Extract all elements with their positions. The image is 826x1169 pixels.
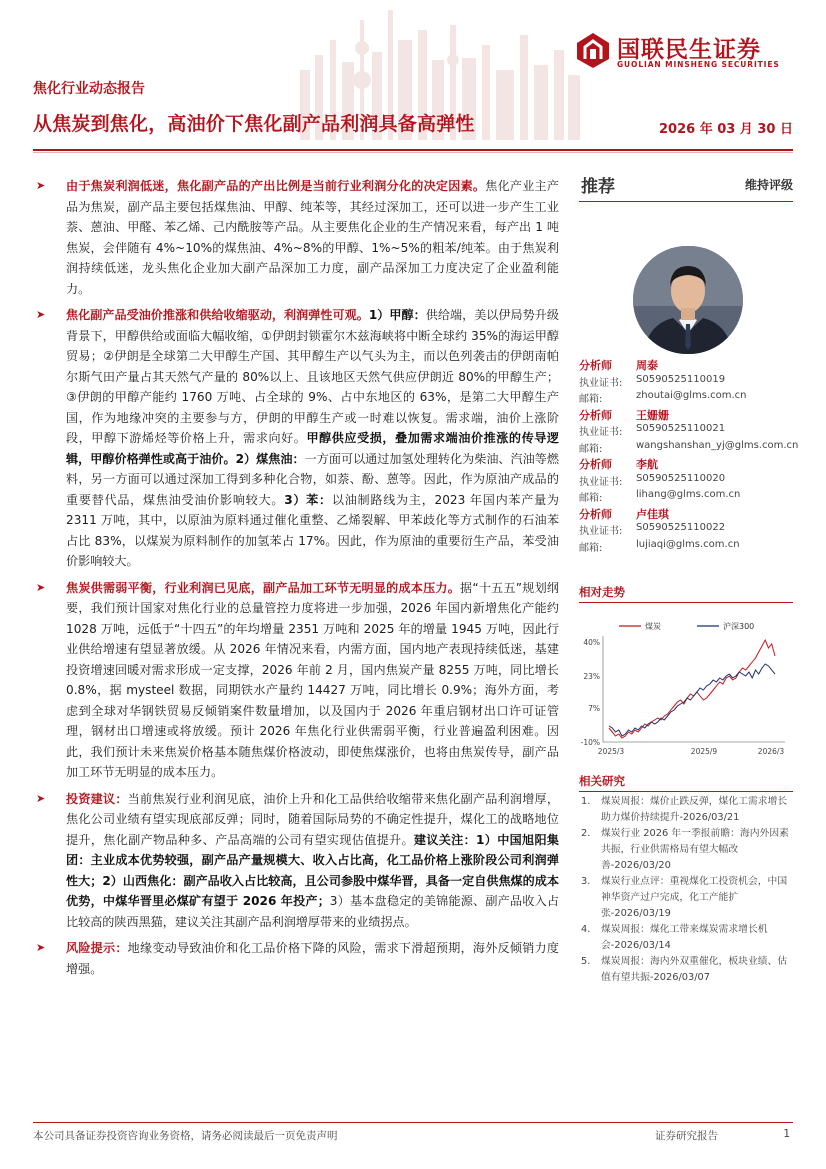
research-item[interactable]: [579, 826, 793, 874]
rating-status: 维持评级: [744, 178, 793, 192]
summary-point: [33, 578, 559, 783]
footer-divider: [33, 1122, 793, 1123]
relative-trend-chart: [579, 610, 793, 770]
research-number: 4.: [581, 924, 591, 935]
research-item[interactable]: [579, 922, 793, 954]
email-label: 邮箱:: [579, 443, 603, 455]
research-number: 5.: [581, 956, 591, 967]
section-divider: [579, 602, 793, 603]
report-date: 2026 年 03 月 30 日: [659, 122, 793, 137]
point-subhead: 1）甲醇：: [368, 308, 426, 322]
y-tick-label: 23%: [583, 672, 600, 681]
document-type: 焦化行业动态报告: [33, 81, 145, 97]
research-title: 煤炭行业 2026 年一季报前瞻：海内外因素共振，行业供需格局有望大幅改善-2026/03/20: [601, 828, 789, 871]
email-link[interactable]: lujiaqi@glms.com.cn: [636, 538, 740, 550]
footer-report-type: 证券研究报告: [655, 1130, 718, 1142]
y-tick-label: -10%: [580, 738, 600, 747]
analyst-cert-row: [579, 372, 793, 389]
email-label: 邮箱:: [579, 394, 603, 405]
analyst-name: 卢佳琪: [636, 507, 669, 521]
header-divider-thin: [33, 152, 793, 153]
research-item[interactable]: [579, 954, 793, 986]
summary-point: [33, 789, 559, 933]
research-title: 煤炭周报：煤化工带来煤炭需求增长机会-2026/03/14: [601, 924, 768, 951]
analyst-name-row: [579, 504, 793, 521]
cert-number: S0590525110022: [636, 522, 726, 533]
series-line: [609, 640, 775, 738]
point-subhead: 3）苯：: [284, 492, 332, 507]
point-lead: 由于焦炭利润低迷，焦化副产品的产出比例是当前行业利润分化的决定因素。: [66, 179, 486, 193]
y-tick-label: 40%: [583, 638, 600, 647]
logo-name-cn: 国联民生证券: [617, 37, 761, 63]
research-title: 煤炭周报：煤价止跌反弹，煤化工需求增长助力煤价持续提升-2026/03/21: [601, 796, 788, 823]
point-emphasis: 甲醇供应受损，叠加需求端油价推涨的传导逻辑，甲醇价格弹性或高于油价。: [66, 431, 559, 466]
research-number: 3.: [581, 876, 591, 887]
analyst-cert-row: [579, 471, 793, 488]
x-tick-label: 2025/3: [597, 747, 625, 756]
summary-column: [33, 176, 559, 985]
y-tick-label: 7%: [588, 704, 600, 713]
email-label: 邮箱:: [579, 493, 603, 504]
research-number: 1.: [581, 796, 591, 807]
cert-number: S0590525110020: [636, 472, 726, 484]
analyst-cert-row: [579, 520, 793, 537]
analyst-email-row: [579, 537, 793, 554]
arrow-bullet-icon: ➤: [36, 179, 46, 192]
arrow-bullet-icon: ➤: [36, 941, 46, 954]
analyst-email-row: [579, 487, 793, 504]
analyst-name-row: [579, 454, 793, 471]
point-lead: 投资建议：: [66, 791, 128, 806]
point-emphasis: 建议关注：1）中国旭阳集团：主业成本优势较强，副产品产量规模大、收入占比高，化工品价格上涨阶段公司利润弹性大；2）山西焦化：副产品收入占比较高，且公司参股中煤华晋，具备一定自供焦煤的成本优势，中煤华晋里必煤矿有望于 2026 年投产；: [66, 832, 559, 908]
research-title: 煤炭行业点评：重视煤化工投资机会，中国神华资产过户完成，化工产能扩张-2026/03/19: [601, 876, 788, 919]
series-line: [609, 664, 775, 736]
cert-number: S0590525110021: [636, 423, 726, 434]
point-body: 一方面可以通过加氢处理转化为柴油、汽油等燃料，另一方面可以通过深加工得到多种化合物，如萘、酚、蒽等。因此，作为原油产成品的重要替代品，煤焦油受油价影响较大。: [66, 451, 559, 507]
point-body: 据“十五五”规划纲要，我们预计国家对焦化行业的总量管控力度将进一步加强，2026 年国内新增焦化产能约 1028 万吨，远低于“十四五”的年均增量 2351 万吨和 2025 年的增量 1945 万吨，因此行业供给增速有望显著放缓。从 2026 年情况来看，内需方面，国内地产表现持续低迷，基建投资增速回暖对需求形成一定支撑，2026 年前 2 月，国内焦炭产量 8255 万吨，同比增长 0.8%，据 mysteel 数据，同期铁水产量约 14427 万吨，同比增长 0.9%；海外方面，考虑到全球对华钢铁贸易反倾销案件数量增加，以及国内于 2026 年重启钢材出口许可证管理，钢材出口增速或将放缓。预计 2026 年焦化行业供需弱平衡，行业普遍盈利困难。因此，我们预计未来焦炭价格基本随焦煤价格波动，即使焦煤涨价，也将由焦炭传导，副产品加工环节无明显的成本压力。: [66, 580, 559, 779]
analyst-name-row: [579, 355, 793, 372]
point-body: 焦化产业主产品为焦炭，副产品主要包括煤焦油、甲醇、纯苯等，其经过深加工，还可以进一步产生工业萘、蒽油、甲醛、苯乙烯、己内酰胺等产品。从主要焦化企业的生产情况来看，每产出 1 吨焦炭，会伴随有 4%~10%的煤焦油、4%~8%的甲醇、1%~5%的粗苯/纯苯。由于焦炭利润持续低迷，龙头焦化企业加大副产品深加工力度，副产品深加工力度决定了企业盈利能力。: [66, 179, 559, 296]
sidebar-column: [579, 160, 799, 983]
summary-point: [33, 305, 559, 572]
cert-label: 执业证书:: [579, 476, 623, 488]
point-lead: 焦化副产品受油价推涨和供给收缩驱动，利润弹性可观。: [66, 308, 369, 322]
related-research-heading: 相关研究: [579, 774, 625, 788]
research-item[interactable]: [579, 794, 793, 826]
page-number: 1: [783, 1128, 790, 1140]
recommendation-box: [579, 160, 793, 202]
research-item[interactable]: [579, 874, 793, 922]
analyst-email-row: [579, 388, 793, 405]
research-number: 2.: [581, 828, 591, 839]
arrow-bullet-icon: ➤: [36, 580, 46, 594]
legend-label: 煤炭: [645, 622, 661, 631]
analyst-email-row: [579, 438, 799, 455]
cert-label: 执业证书:: [579, 427, 623, 438]
recommendation-title: 推荐: [581, 177, 615, 197]
x-tick-label: 2026/3: [757, 747, 785, 756]
analyst-name: 李航: [636, 458, 658, 471]
logo-emblem-icon: [575, 31, 611, 69]
point-body: 地缘变动导致油价和化工品价格下降的风险，需求下滑超预期，海外反倾销力度增强。: [66, 941, 559, 976]
point-body: 供给端，美以伊局势升级背景下，甲醇供给或面临大幅收缩，①伊朗封锁霍尔木兹海峡将中断全球约 35%的海运甲醇贸易；②伊朗是全球第二大甲醇生产国、其甲醇生产以气头为主，而以色列袭击的伊朗南帕尔斯气田产量占其天然气产量的 80%以上、且该地区天然气供应伊朗近 80%的甲醇生产；③伊朗的甲醇产能约 1760 万吨、占全球的 9%、占中东地区的 63%，是第二大甲醇生产国，作为地缘冲突的主要参与方，伊朗的甲醇生产或一时难以恢复。需求端，油价上涨阶段，甲醇下游烯烃等价格上升，需求向好。: [66, 308, 559, 445]
arrow-bullet-icon: ➤: [36, 791, 46, 805]
analyst-cert-row: [579, 421, 793, 438]
analyst-role: 分析师: [579, 359, 612, 372]
email-link[interactable]: wangshanshan_yj@glms.com.cn: [636, 439, 799, 451]
legend-label: 沪深300: [723, 622, 755, 631]
analyst-role: 分析师: [579, 458, 612, 471]
point-lead: 风险提示：: [66, 941, 128, 955]
analyst-list: [579, 355, 799, 554]
section-divider: [579, 791, 793, 792]
point-body: 3）基本盘稳定的美锦能源、副产品收入占比较高的陕西黑猫，建议关注其副产品利润增厚带来的业绩拐点。: [66, 894, 559, 929]
summary-point: [33, 176, 559, 299]
trend-chart-svg: [579, 610, 793, 770]
header-divider: [33, 149, 793, 151]
arrow-bullet-icon: ➤: [36, 308, 46, 321]
footer-disclaimer[interactable]: 本公司具备证券投资咨询业务资格，请务必阅读最后一页免责声明: [33, 1130, 338, 1142]
summary-point: [33, 938, 559, 979]
cert-number: S0590525110019: [636, 373, 726, 385]
analyst-role: 分析师: [579, 408, 612, 422]
company-logo: [575, 27, 800, 75]
x-tick-label: 2025/9: [690, 747, 718, 756]
email-label: 邮箱:: [579, 542, 603, 554]
point-lead: 焦炭供需弱平衡，行业利润已见底，副产品加工环节无明显的成本压力。: [66, 580, 461, 595]
research-title: 煤炭周报：海内外双重催化，板块业绩、估值有望共振-2026/03/07: [601, 956, 788, 983]
point-body: 当前焦炭行业利润见底，油价上升和化工品供给收缩带来焦化副产品利润增厚，焦化公司业绩有望实现底部反弹；同时，随着国际局势的不确定性提升，煤化工的战略地位提升，焦化副产物品种多、产品高端的公司有望实现估值提升。: [66, 791, 559, 847]
point-subhead: 2）煤焦油：: [235, 451, 305, 466]
related-research-list: [579, 794, 793, 986]
analyst-name-row: [579, 405, 793, 422]
analyst-role: 分析师: [579, 507, 612, 521]
relative-trend-heading: 相对走势: [579, 585, 625, 599]
analyst-photo: [633, 246, 743, 354]
email-link[interactable]: lihang@glms.com.cn: [636, 489, 741, 500]
point-body: 以油制路线为主，2023 年国内苯产量为 2311 万吨，其中，以原油为原料通过催化重整、乙烯裂解、甲苯歧化等方式制作的石油苯占比 83%，以煤炭为原料制作的加氢苯占 17%。因此，作为原油的重要衍生产品，苯受油价影响较大。: [66, 492, 559, 568]
analyst-name: 王姗姗: [636, 408, 669, 422]
cert-label: 执业证书:: [579, 526, 623, 537]
analyst-name: 周泰: [636, 359, 658, 372]
email-link[interactable]: zhoutai@glms.com.cn: [636, 390, 747, 401]
logo-name-en: GUOLIAN MINSHENG SECURITIES: [617, 60, 780, 69]
report-title: 从焦炭到焦化，高油价下焦化副产品利润具备高弹性: [33, 113, 475, 135]
cert-label: 执业证书:: [579, 377, 623, 389]
